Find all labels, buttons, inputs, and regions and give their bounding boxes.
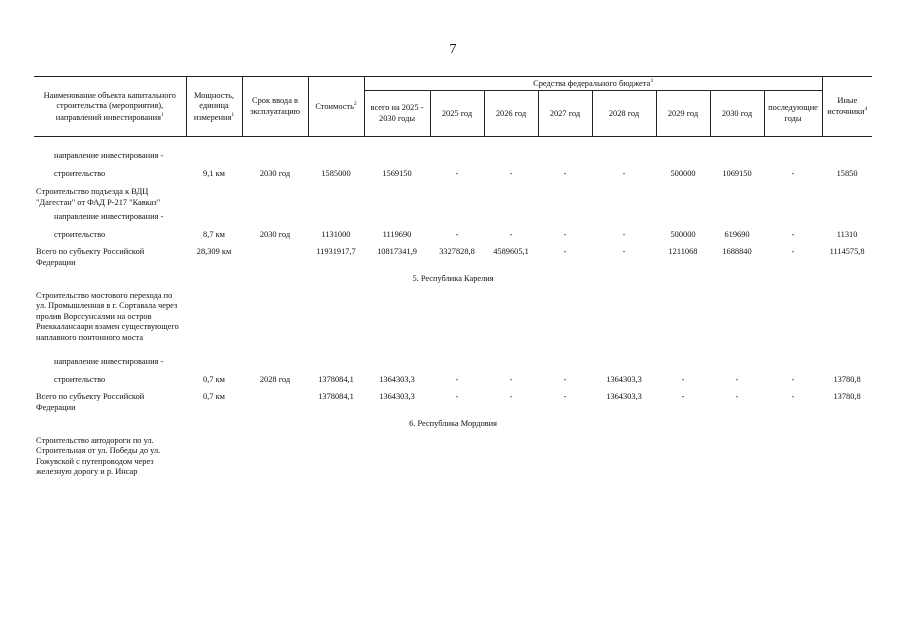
table-row: Строительство подъезда к ВДЦ "Дагестан" от ФАД Р-217 "Кавказ" <box>36 187 161 207</box>
header-2025: 2025 год <box>430 91 484 137</box>
header-name: Наименование объекта капитального строительства (мероприятия), направлений инвестирования$^1$ <box>34 77 186 137</box>
table-row: направление инвестирования - <box>54 212 164 222</box>
table-row: направление инвестирования - <box>54 151 164 161</box>
table-row: направление инвестирования - <box>54 357 164 367</box>
section-heading: 5. Республика Карелия <box>412 274 494 284</box>
header-capacity: Мощность, единица измерения$^1$ <box>186 77 242 137</box>
table-row: строительство 9,1 км 2030 год 1585000 1569150 - - - - 500000 1069150 - 15850 <box>54 169 858 179</box>
section-heading: 6. Республика Мордовия <box>409 419 497 429</box>
header-total: всего на 2025 - 2030 годы <box>364 91 430 137</box>
table-row: Всего по субъекту Российской Федерации 28,309 км 11931917,7 10817341,9 3327828,8 4589605,1 - - 1211068 1688840 - 1114575,8 <box>36 247 865 267</box>
table-row: строительство 8,7 км 2030 год 1131000 1119690 - - - - 500000 619690 - 11310 <box>54 230 858 240</box>
table-row: Строительство мостового перехода по ул. Промышленная в г. Сортавала через пролив Ворссунсалми на остров Риеккалансаари взамен существующего наплавного понтонного моста <box>36 290 179 342</box>
header-deadline: Срок ввода в эксплуатацию <box>242 77 308 137</box>
header-2027: 2027 год <box>538 91 592 137</box>
page-number: 7 <box>449 42 457 57</box>
header-2030: 2030 год <box>710 91 764 137</box>
table-row: Всего по субъекту Российской Федерации 0,7 км 1378084,1 1364303,3 - - - 1364303,3 - - - 13780,8 <box>36 392 861 412</box>
investment-table <box>34 76 872 478</box>
header-cost: Стоимость$^2$ <box>308 77 364 137</box>
table-row: Строительство автодороги по ул. Строительная от ул. Победы до ул. Гожувской с путепроводом через железную дорогу и р. Инсар <box>36 435 161 477</box>
table-row: строительство 0,7 км 2028 год 1378084,1 1364303,3 - - - 1364303,3 - - - 13780,8 <box>54 375 861 385</box>
header-2028: 2028 год <box>592 91 656 137</box>
header-next-years: последующие годы <box>764 91 822 137</box>
header-federal-budget: Средства федерального бюджета$^3$ <box>364 77 822 91</box>
header-2029: 2029 год <box>656 91 710 137</box>
header-other-sources: Иные источники$^4$ <box>822 77 872 137</box>
header-2026: 2026 год <box>484 91 538 137</box>
